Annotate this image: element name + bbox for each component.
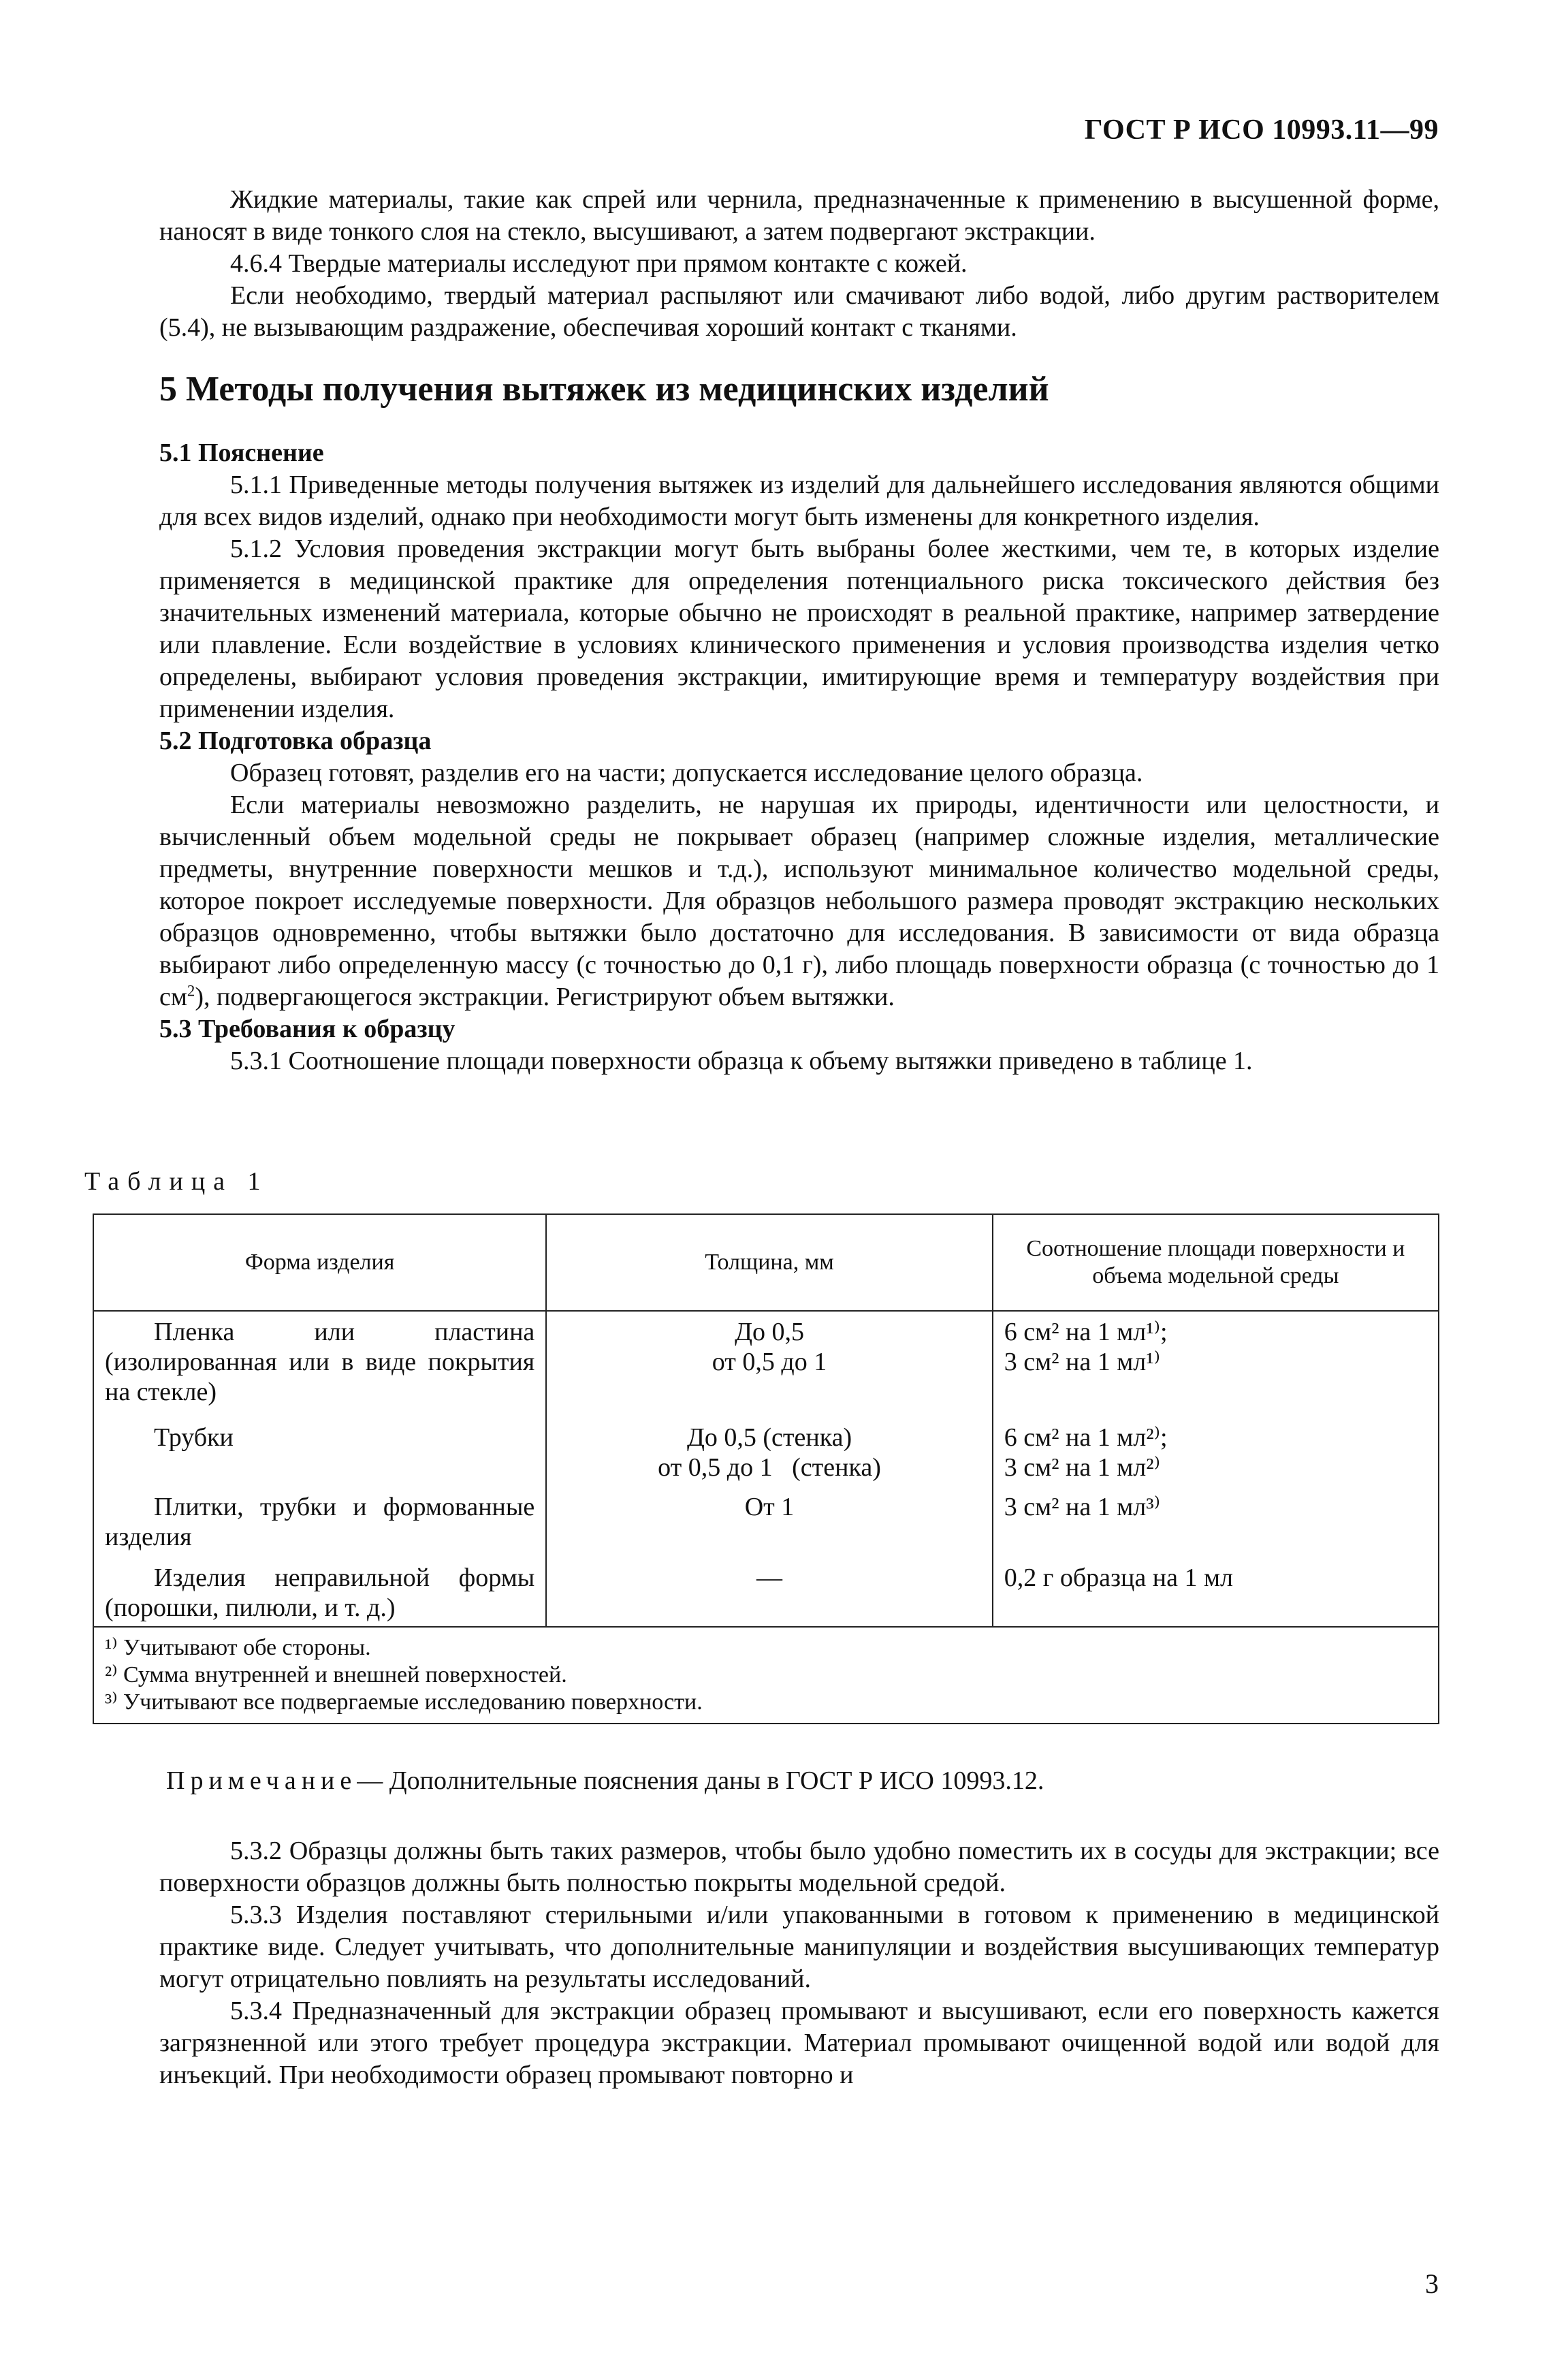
section-title: 5 Методы получения вытяжек из медицинских изделий <box>159 370 1049 409</box>
form-cell: Трубки <box>93 1417 546 1487</box>
footnote: ¹⁾ Учитывают обе стороны. <box>105 1635 371 1660</box>
subsection-title: 5.3 Требования к образцу <box>159 1015 456 1043</box>
form-cell: Изделия неправильной формы (порошки, пилюли, и т. д.) <box>93 1557 546 1627</box>
subsection-title: 5.2 Подготовка образца <box>159 727 432 755</box>
ratio-cell: 0,2 г образца на 1 мл <box>993 1557 1439 1627</box>
thickness-cell: До 0,5 от 0,5 до 1 <box>546 1311 992 1417</box>
paragraph: 5.1.1 Приведенные методы получения вытяжек из изделий для дальнейшего исследования являются общими для всех видов изделий, однако при необходимости могут быть изменены для конкретного изделия. <box>159 471 1439 531</box>
table-row <box>93 1417 1439 1487</box>
table-caption: Таблица 1 <box>84 1167 269 1196</box>
ratio-cell: 6 см² на 1 мл²⁾; 3 см² на 1 мл²⁾ <box>993 1417 1439 1487</box>
table-note <box>159 1765 1439 1797</box>
paragraph: Жидкие материалы, такие как спрей или чернила, предназначенные к применению в высушенной форме, наносят в виде тонкого слоя на стекло, высушивают, а затем подвергают экстракции. <box>159 185 1439 246</box>
paragraph: Если материалы невозможно разделить, не нарушая их природы, идентичности или целостности, и вычисленный объем модельной среды не покрывает образец (например сложные изделия, металлические предметы, внутренние поверхности мешков и т.д.), используют минимальное количество модельной среды, которое покроет исследуемые поверхности. Для образцов небольшого размера проводят экстракцию нескольких образцов одновременно, чтобы вытяжки было достаточно для исследования. В зависимости от вида образца выбирают либо определенную массу (с точностью до 0,1 г), либо площадь поверхности образца (с точностью до 1 $см^2$), подвергающегося экстракции. Регистрируют объем вытяжки. <box>159 791 1439 1011</box>
paragraph: 4.6.4 Твердые материалы исследуют при прямом контакте с кожей. <box>230 249 968 278</box>
document-header: ГОСТ Р ИСО 10993.11—99 <box>1084 114 1439 146</box>
section-5-body <box>159 437 1439 1077</box>
note-label: Примечание <box>166 1766 357 1795</box>
thickness-cell: До 0,5 (стенка) от 0,5 до 1 (стенка) <box>546 1417 992 1487</box>
intro-block <box>159 184 1439 344</box>
paragraph: 5.3.4 Предназначенный для экстракции образец промывают и высушивают, если его поверхность кажется загрязненной или этого требует процедура экстракции. Материал промывают очищенной водой или водой для инъекций. При необходимости образец промывают повторно и <box>159 1997 1439 2089</box>
table-header-row <box>93 1214 1439 1311</box>
table-row <box>93 1311 1439 1417</box>
form-cell: Пленка или пластина (изолированная или в виде покрытия на стекле) <box>93 1311 546 1417</box>
paragraph: 5.1.2 Условия проведения экстракции могут быть выбраны более жесткими, чем те, в которых изделие применяется в медицинской практике для определения потенциального риска токсического действия без значительных изменений материала, которые обычно не происходят в реальной практике, например затвердение или плавление. Если воздействие в условиях клинического применения и условия производства изделия четко определены, выбирают условия проведения экстракции, имитирующие время и температуру воздействия при применении изделия. <box>159 535 1439 723</box>
table-header-cell: Толщина, мм <box>546 1214 992 1311</box>
ratio-cell: 6 см² на 1 мл¹⁾; 3 см² на 1 мл¹⁾ <box>993 1311 1439 1417</box>
form-cell: Плитки, трубки и формованные изделия <box>93 1487 546 1557</box>
thickness-cell: От 1 <box>546 1487 992 1557</box>
footnote: ²⁾ Сумма внутренней и внешней поверхностей. <box>105 1662 567 1687</box>
thickness-cell: — <box>546 1557 992 1627</box>
table-header-cell: Соотношение площади поверхности и объема модельной среды <box>993 1214 1439 1311</box>
page-number: 3 <box>1425 2268 1439 2299</box>
ratio-cell: 3 см² на 1 мл³⁾ <box>993 1487 1439 1557</box>
sample-ratio-table <box>93 1213 1439 1724</box>
paragraph: 5.3.3 Изделия поставляют стерильными и/или упакованными в готовом к применению в медицинской практике виде. Следует учитывать, что дополнительные манипуляции и воздействия высушивающих температур могут отрицательно повлиять на результаты исследований. <box>159 1901 1439 1993</box>
subsection-title: 5.1 Пояснение <box>159 439 324 467</box>
note-text: — Дополнительные пояснения даны в ГОСТ Р ИСО 10993.12. <box>357 1766 1044 1795</box>
paragraph: Если необходимо, твердый материал распыляют или смачивают либо водой, либо другим растворителем (5.4), не вызывающим раздражение, обеспечивая хороший контакт с тканями. <box>159 281 1439 342</box>
table-row <box>93 1557 1439 1627</box>
table-footnotes <box>93 1627 1439 1724</box>
footnote: ³⁾ Учитывают все подвергаемые исследованию поверхности. <box>105 1689 703 1715</box>
paragraph: Образец готовят, разделив его на части; допускается исследование целого образца. <box>230 759 1143 787</box>
paragraph: 5.3.1 Соотношение площади поверхности образца к объему вытяжки приведено в таблице 1. <box>230 1047 1253 1075</box>
table-header-cell: Форма изделия <box>93 1214 546 1311</box>
table-row <box>93 1487 1439 1557</box>
after-table-body <box>159 1835 1439 2091</box>
table-footnotes-row <box>93 1627 1439 1724</box>
paragraph: 5.3.2 Образцы должны быть таких размеров, чтобы было удобно поместить их в сосуды для экстракции; все поверхности образцов должны быть полностью покрыты модельной средой. <box>159 1837 1439 1897</box>
